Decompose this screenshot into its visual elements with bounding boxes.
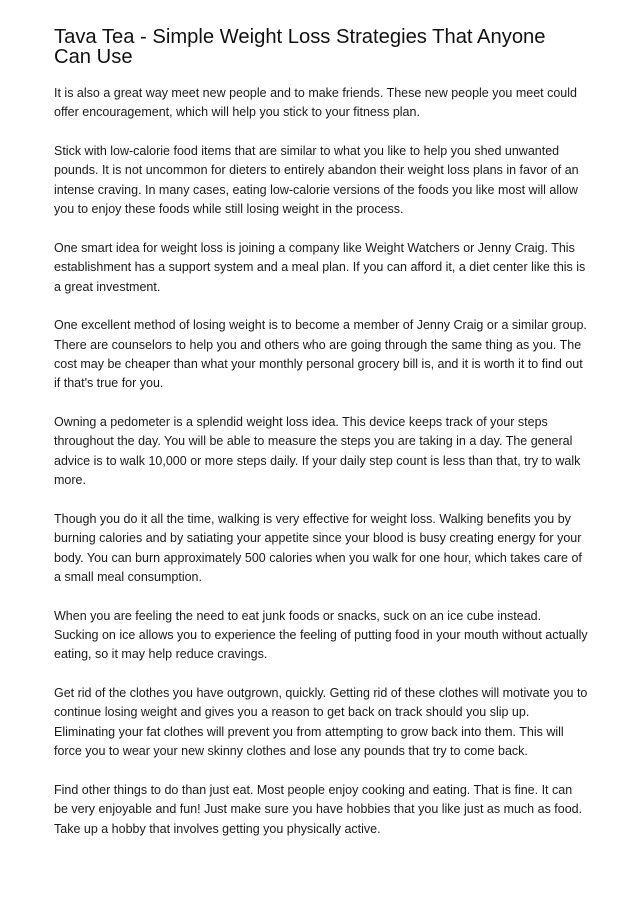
paragraph-7: When you are feeling the need to eat junk foods or snacks, suck on an ice cube instead. Sucking on ice allows you to experience the feeling of putting food in your mouth without actually eating, so it may help reduce cravings. (54, 608, 588, 662)
paragraph-8: Get rid of the clothes you have outgrown, quickly. Getting rid of these clothes will motivate you to continue losing weight and gives you a reason to get back on track should you slip up. Eliminating your fat clothes will prevent you from attempting to grow back into them. This will force you to wear your new skinny clothes and lose any pounds that try to come back. (54, 686, 588, 759)
document-page (54, 28, 588, 858)
paragraph-9: Find other things to do than just eat. Most people enjoy cooking and eating. That is fine. It can be very enjoyable and fun! Just make sure you have hobbies that you like just as much as food. Take up a hobby that involves getting you physically active. (54, 782, 583, 836)
document-title: Tava Tea - Simple Weight Loss Strategies That Anyone Can Use (54, 26, 546, 68)
paragraph-3: One smart idea for weight loss is joining a company like Weight Watchers or Jenny Craig. This establishment has a support system and a meal plan. If you can afford it, a diet center like this is a great investment. (54, 240, 586, 294)
paragraph-2: Stick with low-calorie food items that are similar to what you like to help you shed unwanted pounds. It is not uncommon for dieters to entirely abandon their weight loss plans in favor of an intense craving. In many cases, eating low-calorie versions of the foods you like most will allow you to enjoy these foods while still losing weight in the process. (54, 144, 579, 217)
paragraph-6: Though you do it all the time, walking is very effective for weight loss. Walking benefits you by burning calories and by satiating your appetite since your blood is busy creating energy for your body. You can burn approximately 500 calories when you walk for one hour, which takes care of a small meal consumption. (54, 511, 582, 585)
paragraph-5: Owning a pedometer is a splendid weight loss idea. This device keeps track of your steps throughout the day. You will be able to measure the steps you are taking in a day. The general advice is to walk 10,000 or more steps daily. If your daily step count is less than that, try to walk more. (54, 415, 581, 488)
paragraph-1: It is also a great way meet new people and to make friends. These new people you meet could offer encouragement, which will help you stick to your fitness plan. (54, 86, 577, 120)
paragraph-4: One excellent method of losing weight is to become a member of Jenny Craig or a similar group. There are counselors to help you and others who are going through the same thing as you. The cost may be cheaper than what your monthly personal grocery bill is, and it is worth it to find out if that's true for you. (54, 318, 587, 391)
